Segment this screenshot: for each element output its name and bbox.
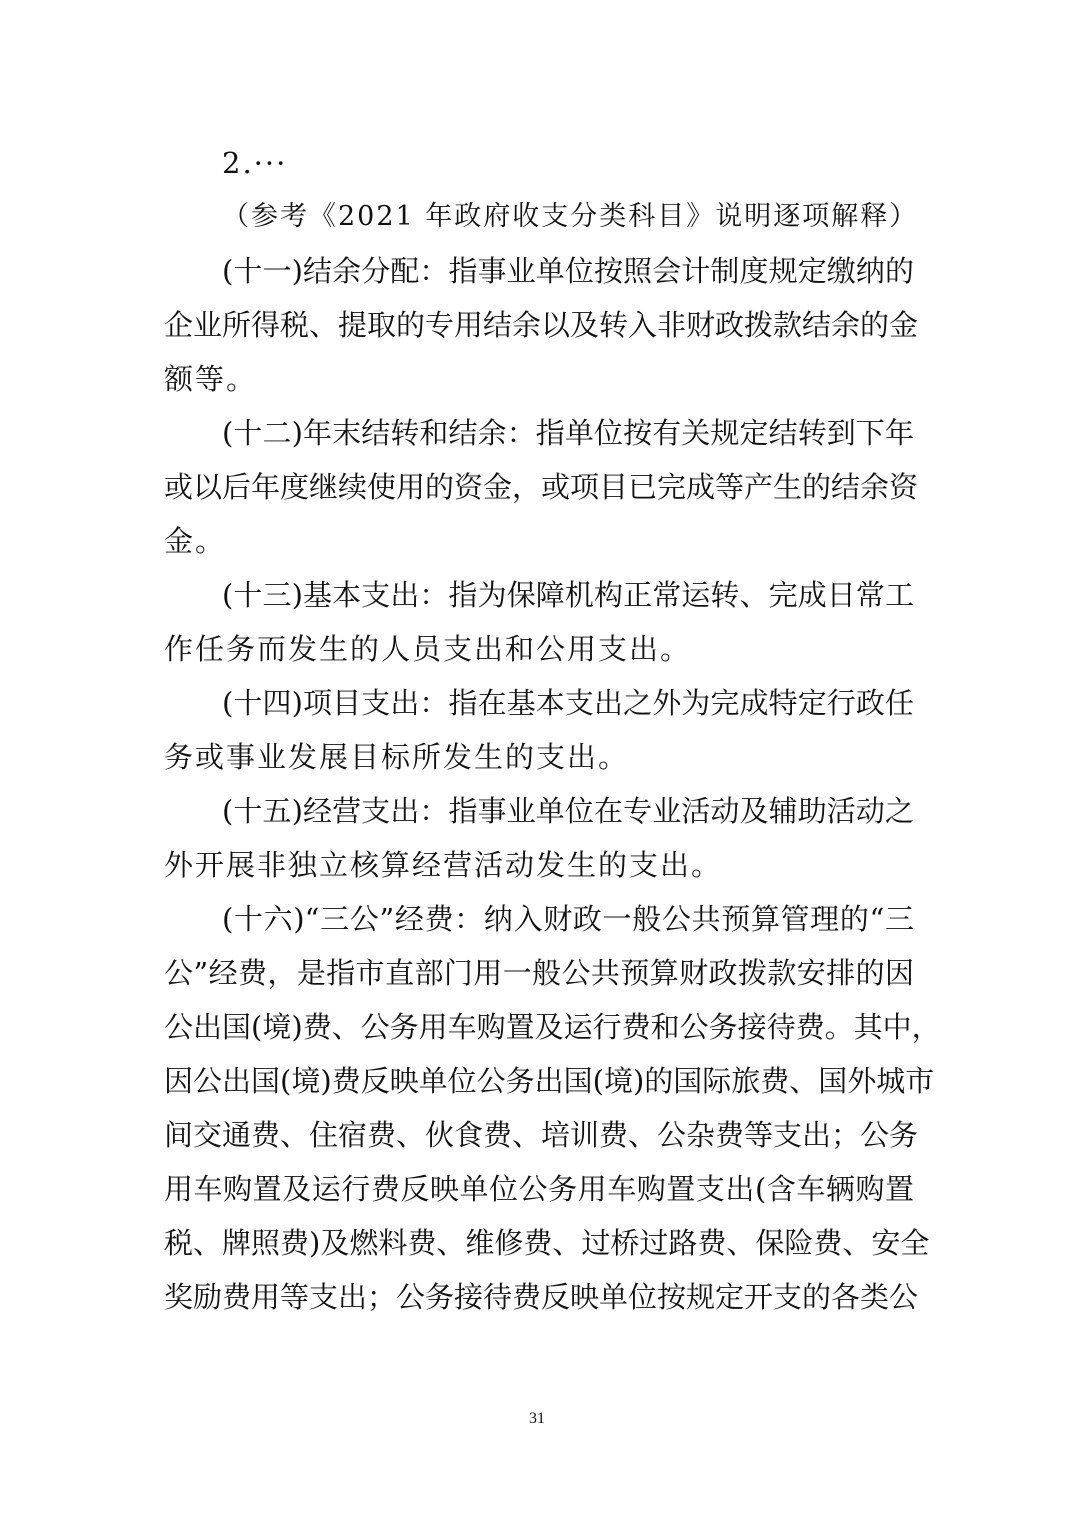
text-line: (十五)经营支出：指事业单位在专业活动及辅助活动之 bbox=[222, 794, 914, 828]
text-line: 作任务而发生的人员支出和公用支出。 bbox=[164, 632, 692, 666]
text-line: (十三)基本支出：指为保障机构正常运转、完成日常工 bbox=[222, 578, 914, 612]
text-line: 因公出国(境)费反映单位公务出国(境)的国际旅费、国外城市 bbox=[164, 1064, 935, 1098]
reference-note bbox=[164, 190, 919, 244]
text-line: 额等。 bbox=[164, 362, 258, 396]
text-line: 用车购置及运行费反映单位公务用车购置支出(含车辆购置 bbox=[164, 1172, 914, 1206]
text-line: (十六)“三公”经费：纳入财政一般公共预算管理的“三 bbox=[222, 902, 914, 936]
paragraph-year-end-carryover bbox=[164, 406, 919, 568]
text-line: 外开展非独立核算经营活动发生的支出。 bbox=[164, 848, 723, 882]
text-line: (十二)年末结转和结余：指单位按有关规定结转到下年 bbox=[222, 416, 914, 450]
paragraph-three-public-expenses bbox=[164, 892, 941, 1324]
paragraph-settlement-distribution bbox=[164, 244, 919, 406]
text-line: (十四)项目支出：指在基本支出之外为完成特定行政任 bbox=[222, 686, 914, 720]
text-line: 务或事业发展目标所发生的支出。 bbox=[164, 740, 630, 774]
paragraph-basic-expenditure bbox=[164, 568, 914, 676]
text-line: 公”经费，是指市直部门用一般公共预算财政拨款安排的因 bbox=[164, 956, 914, 990]
text-line: (十一)结余分配：指事业单位按照会计制度规定缴纳的 bbox=[222, 254, 914, 288]
text-line: 2.··· bbox=[222, 146, 288, 180]
text-line: 间交通费、住宿费、伙食费、培训费、公杂费等支出；公务 bbox=[164, 1118, 919, 1152]
paragraph-operating-expenditure bbox=[164, 784, 914, 892]
page-number: 31 bbox=[529, 1410, 545, 1427]
text-line: （参考《2021 年政府收支分类科目》说明逐项解释） bbox=[222, 201, 919, 232]
text-line: 奖励费用等支出；公务接待费反映单位按规定开支的各类公 bbox=[164, 1280, 919, 1314]
text-line: 或以后年度继续使用的资金，或项目已完成等产生的结余资 bbox=[164, 470, 919, 504]
text-line: 税、牌照费)及燃料费、维修费、过桥过路费、保险费、安全 bbox=[164, 1226, 930, 1260]
paragraph-project-expenditure bbox=[164, 676, 914, 784]
text-line: 公出国(境)费、公务用车购置及运行费和公务接待费。其中， bbox=[164, 1010, 941, 1044]
text-line: 企业所得税、提取的专用结余以及转入非财政拨款结余的金 bbox=[164, 308, 919, 342]
paragraph-item-heading bbox=[164, 136, 914, 190]
document-body bbox=[164, 136, 941, 1324]
text-line: 金。 bbox=[164, 524, 227, 558]
